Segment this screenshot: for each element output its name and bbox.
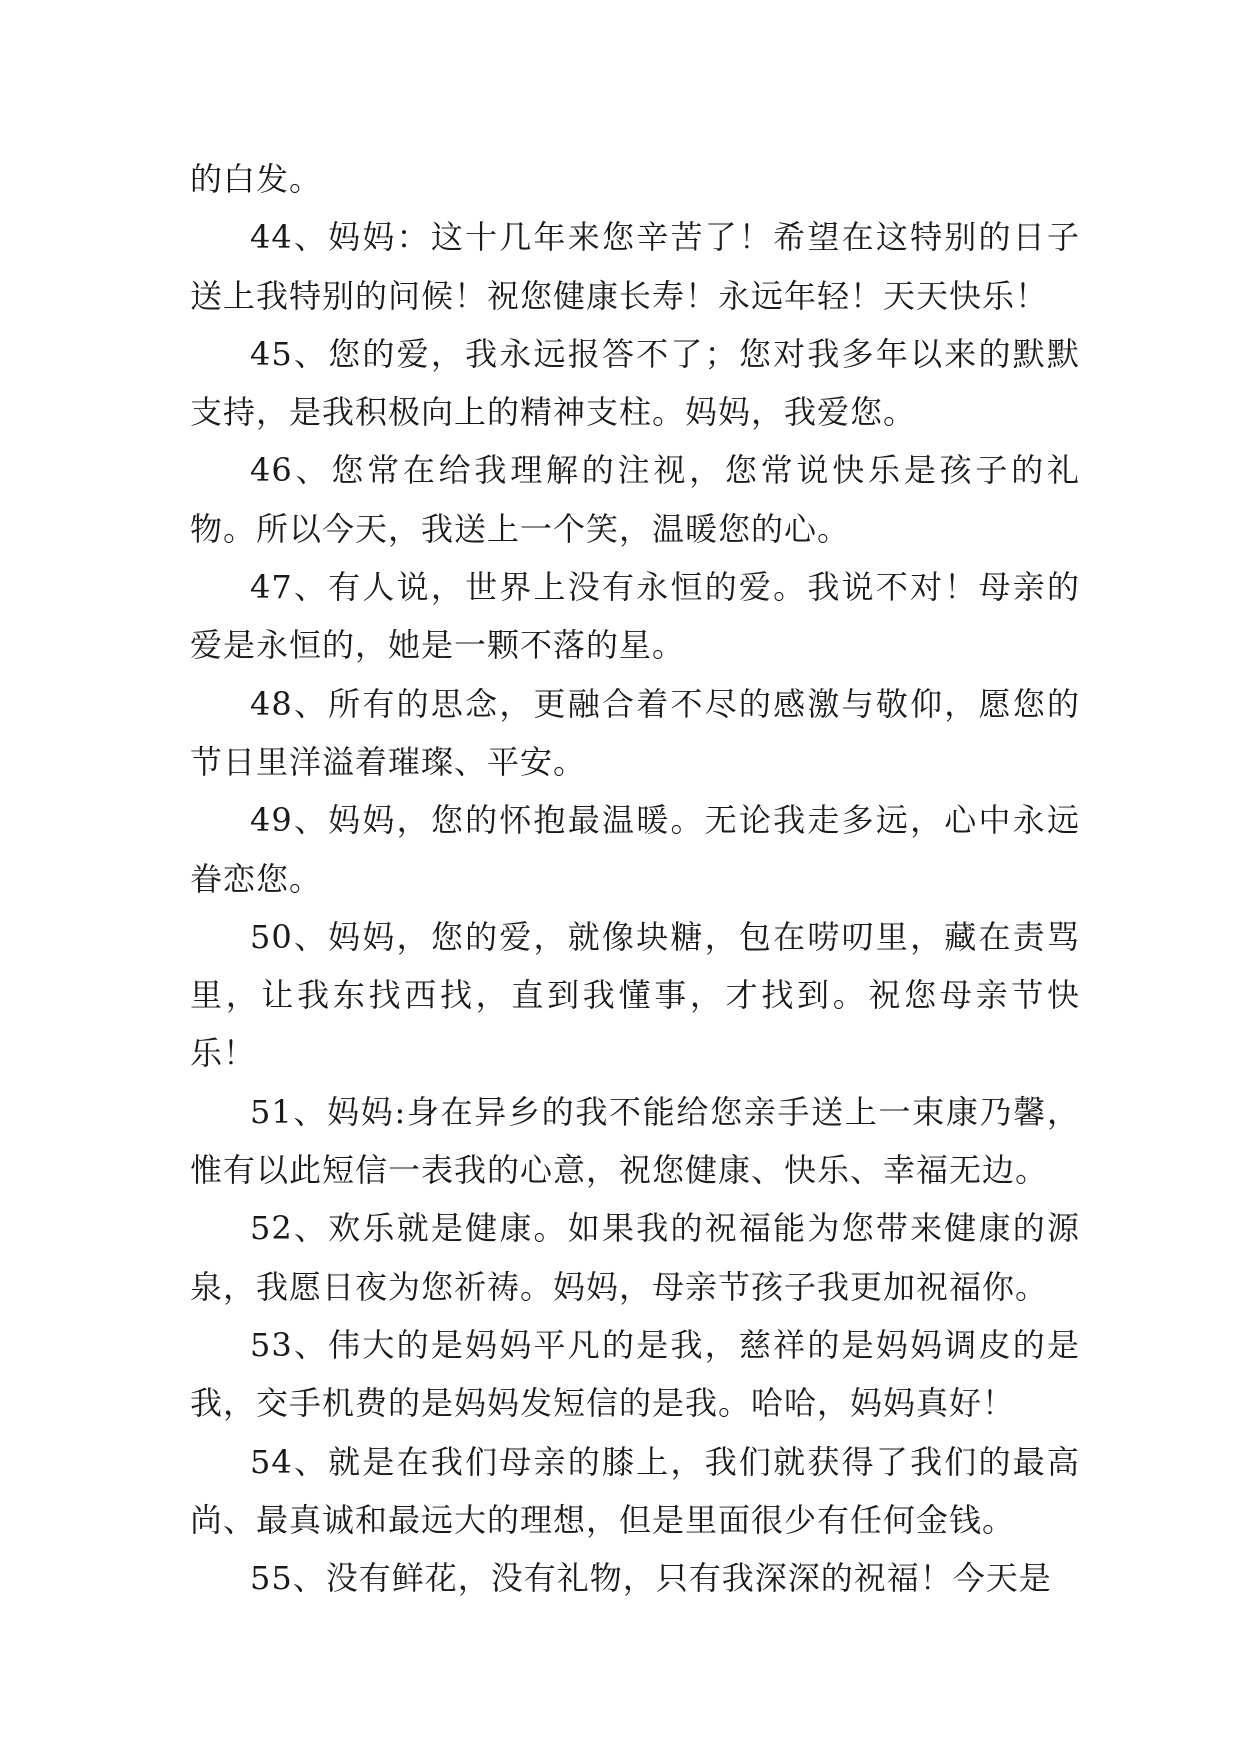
body-text [190, 150, 1080, 1607]
paragraph-44: 44、妈妈：这十几年来您辛苦了！希望在这特别的日子送上我特别的问候！祝您健康长寿！永远年轻！天天快乐！ [190, 218, 1080, 315]
paragraph-51: 51、妈妈:身在异乡的我不能给您亲手送上一束康乃馨，惟有以此短信一表我的心意，祝您健康、快乐、幸福无边。 [190, 1092, 1080, 1190]
paragraph-50: 50、妈妈，您的爱，就像块糖，包在唠叨里，藏在责骂里，让我东找西找，直到我懂事，才找到。祝您母亲节快乐！ [190, 917, 1080, 1073]
paragraph-53: 53、伟大的是妈妈平凡的是我，慈祥的是妈妈调皮的是我，交手机费的是妈妈发短信的是我。哈哈，妈妈真好！ [190, 1325, 1080, 1423]
paragraph-54: 54、就是在我们母亲的膝上，我们就获得了我们的最高尚、最真诚和最远大的理想，但是里面很少有任何金钱。 [190, 1442, 1080, 1539]
paragraph-46: 46、您常在给我理解的注视，您常说快乐是孩子的礼物。所以今天，我送上一个笑，温暖您的心。 [190, 451, 1080, 548]
paragraph-52: 52、欢乐就是健康。如果我的祝福能为您带来健康的源泉，我愿日夜为您祈祷。妈妈，母亲节孩子我更加祝福你。 [190, 1209, 1080, 1306]
paragraph-55: 55、没有鲜花，没有礼物，只有我深深的祝福！今天是 [250, 1559, 1052, 1598]
paragraph-45: 45、您的爱，我永远报答不了；您对我多年以来的默默支持，是我积极向上的精神支柱。妈妈，我爱您。 [190, 334, 1080, 432]
paragraph-continuation: 的白发。 [190, 160, 323, 198]
paragraph-47: 47、有人说，世界上没有永恒的爱。我说不对！母亲的爱是永恒的，她是一颗不落的星。 [190, 568, 1080, 665]
paragraph-48: 48、所有的思念，更融合着不尽的感激与敬仰，愿您的节日里洋溢着璀璨、平安。 [190, 684, 1080, 781]
paragraph-49: 49、妈妈，您的怀抱最温暖。无论我走多远，心中永远眷恋您。 [190, 801, 1080, 898]
